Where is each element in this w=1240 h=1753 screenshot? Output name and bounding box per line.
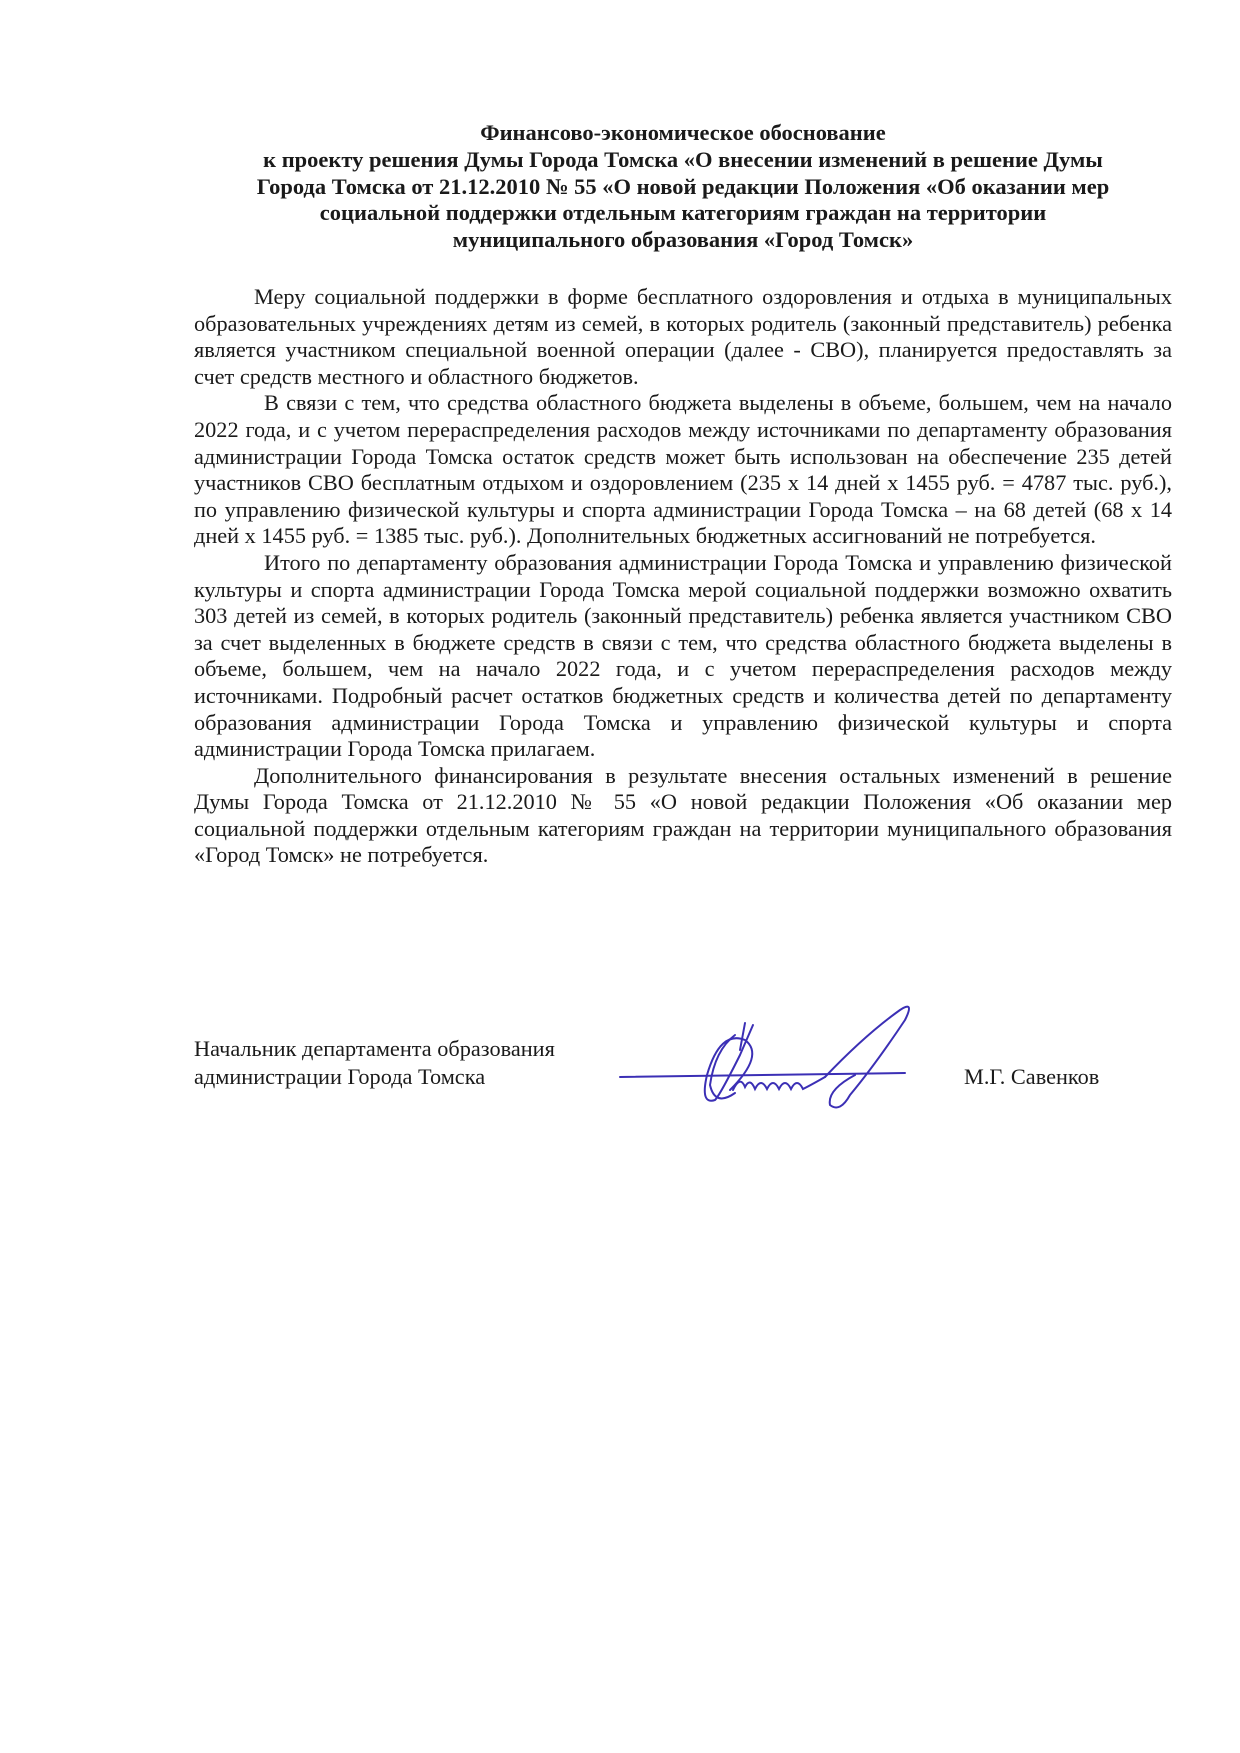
signer-name: М.Г. Савенков: [964, 1064, 1100, 1089]
document-title: [194, 120, 1172, 254]
title-line: муниципального образования «Город Томск»: [452, 227, 914, 253]
paragraph-2: В связи с тем, что средства областного бюджета выделены в объеме, большем, чем на начало 2022 года, и с учетом перераспределения расходов между источниками по департаменту образования администрации Города Томска остаток средств может быть использован на обеспечение 235 детей участников СВО бесплатным отдыхом и оздоровлением (235 х 14 дней х 1455 руб. = 4787 тыс. руб.), по управлению физической культуры и спорта администрации Города Томска – на 68 детей (68 х 14 дней х 1455 руб. = 1385 тыс. руб.). Дополнительных бюджетных ассигнований не потребуется.: [194, 390, 1172, 549]
signer-position-line: администрации Города Томска: [194, 1064, 486, 1089]
paragraph-3: Итого по департаменту образования администрации Города Томска и управлению физической культуры и спорта администрации Города Томска мерой социальной поддержки возможно охватить 303 детей из семей, в которых родитель (законный представитель) ребенка является участником СВО за счет выделенных в бюджете средств в связи с тем, что средства областного бюджета выделены в объеме, большем, чем на начало 2022 года, и с учетом перераспределения расходов между источниками. Подробный расчет остатков бюджетных средств и количества детей по департаменту образования администрации Города Томска и управлению физической культуры и спорта администрации Города Томска прилагаем.: [194, 549, 1172, 762]
paragraph-4: Дополнительного финансирования в результате внесения остальных изменений в решение Думы Города Томска от 21.12.2010 № 55 «О новой редакции Положения «Об оказании мер социальной поддержки отдельным категориям граждан на территории муниципального образования «Город Томск» не потребуется.: [194, 762, 1172, 868]
paragraph-1: Меру социальной поддержки в форме бесплатного оздоровления и отдыха в муниципальных образовательных учреждениях детям из семей, в которых родитель (законный представитель) ребенка является участником специальной военной операции (далее - СВО), планируется предоставлять за счет средств местного и областного бюджетов.: [194, 284, 1172, 389]
title-line: Финансово-экономическое обоснование: [480, 120, 886, 145]
signer-position: [194, 1035, 555, 1091]
document-body: [194, 284, 1172, 869]
title-line: социальной поддержки отдельным категориям граждан на территории: [319, 200, 1047, 226]
title-line: Города Томска от 21.12.2010 № 55 «О новой редакции Положения «Об оказании мер: [256, 173, 1110, 199]
signer-position-line: Начальник департамента образования: [194, 1036, 555, 1061]
title-line: к проекту решения Думы Города Томска «О внесении изменений в решение Думы: [263, 146, 1103, 172]
handwritten-signature-icon: [615, 995, 955, 1120]
